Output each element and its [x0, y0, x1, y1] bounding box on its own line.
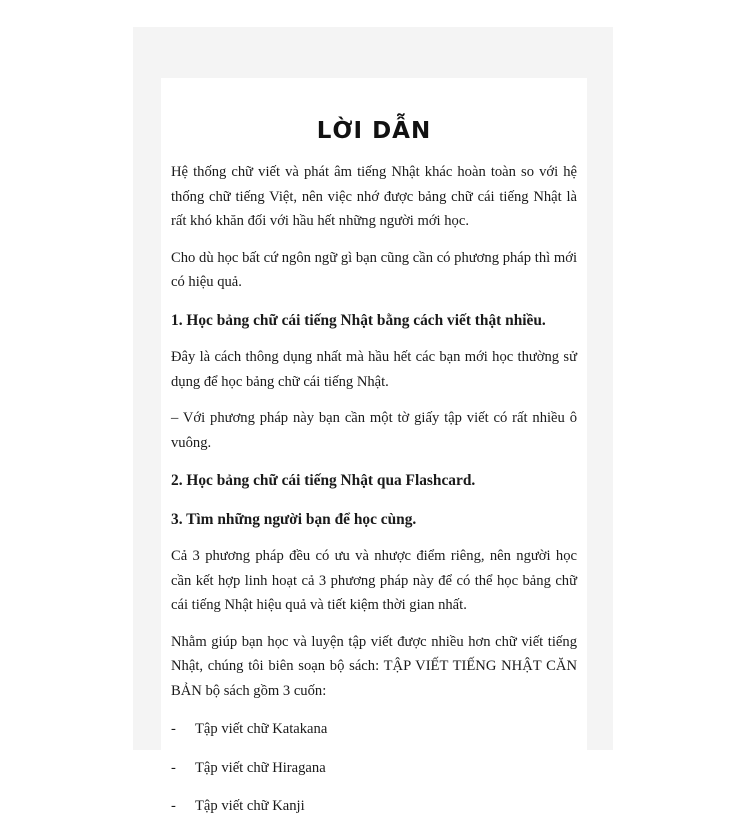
page-title: LỜI DẪN: [316, 118, 432, 144]
book-katakana: Tập viết chữ Katakana: [195, 721, 328, 737]
list-item: [171, 756, 577, 781]
combine-paragraph: Cả 3 phương pháp đều có ưu và nhược điểm riêng, nên người học cần kết hợp linh hoạt cả 3 phương pháp này để có thể học bảng chữ cái tiếng Nhật hiệu quả và tiết kiệm thời gian nhất.: [171, 548, 577, 613]
page-body: [171, 160, 577, 819]
method1-description: Đây là cách thông dụng nhất mà hầu hết các bạn mới học thường sử dụng để học bảng chữ cái tiếng Nhật.: [171, 349, 577, 390]
book-page: [161, 78, 587, 814]
list-dash: -: [171, 798, 176, 814]
list-dash: -: [171, 759, 176, 776]
series-paragraph: Nhằm giúp bạn học và luyện tập viết được nhiều hơn chữ viết tiếng Nhật, chúng tôi biên soạn bộ sách: TẬP VIẾT TIẾNG NHẬT CĂN BẢN bộ sách gồm 3 cuốn:: [171, 633, 577, 699]
method1-note: – Với phương pháp này bạn cần một tờ giấy tập viết có rất nhiều ô vuông.: [171, 410, 577, 451]
list-item: [171, 794, 577, 819]
book-kanji: Tập viết chữ Kanji: [195, 798, 305, 814]
section-heading-3: 3. Tìm những người bạn để học cùng.: [171, 510, 417, 528]
section-heading-1: 1. Học bảng chữ cái tiếng Nhật bằng cách viết thật nhiều.: [171, 311, 546, 329]
list-dash: -: [171, 721, 176, 737]
list-item: [171, 717, 577, 742]
method-intro-paragraph: Cho dù học bất cứ ngôn ngữ gì bạn cũng cần có phương pháp thì mới có hiệu quả.: [171, 249, 577, 290]
section-heading-2: 2. Học bảng chữ cái tiếng Nhật qua Flashcard.: [171, 472, 476, 489]
intro-paragraph: Hệ thống chữ viết và phát âm tiếng Nhật khác hoàn toàn so với hệ thống chữ tiếng Việt, nên việc nhớ được bảng chữ cái tiếng Nhật là rất khó khăn đối với hầu hết những người mới học.: [171, 164, 577, 229]
book-hiragana: Tập viết chữ Hiragana: [195, 759, 326, 776]
